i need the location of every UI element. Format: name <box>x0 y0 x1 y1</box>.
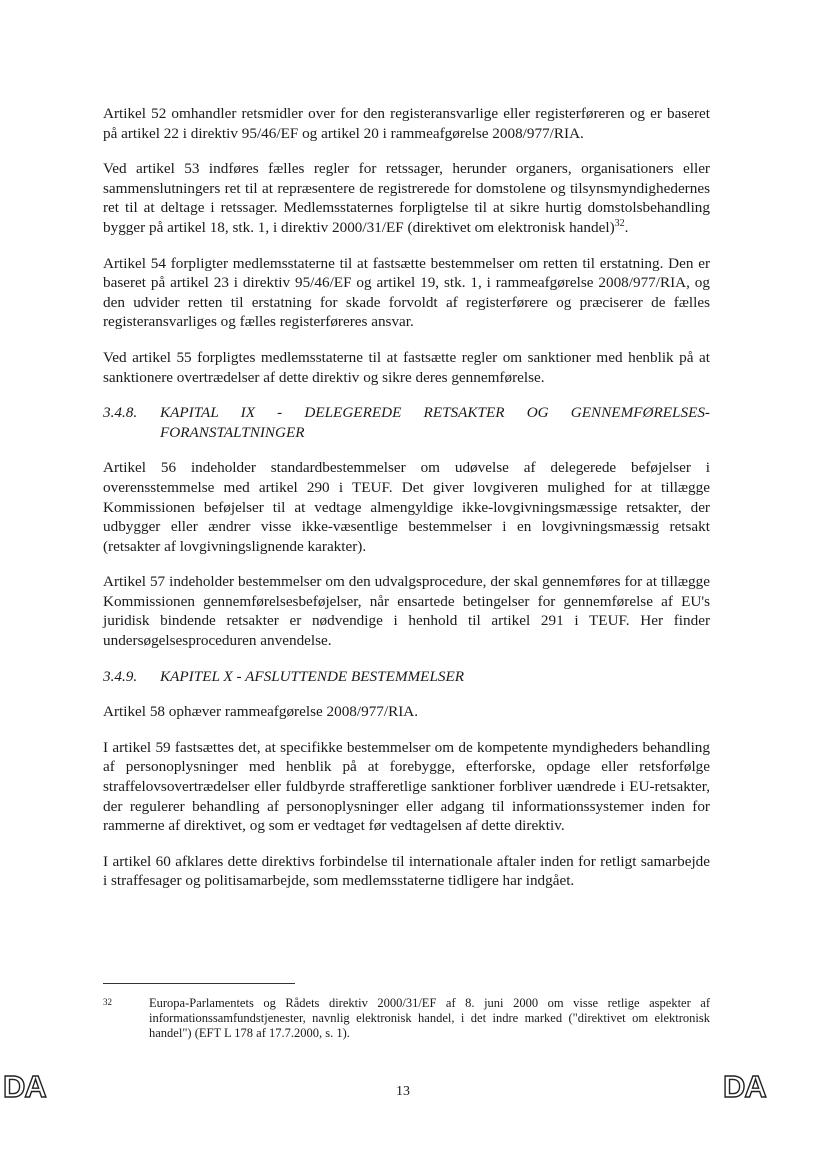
paragraph-article-53 <box>103 159 710 237</box>
language-code-right: DA <box>723 1069 766 1104</box>
paragraph-article-56: Artikel 56 indeholder standardbestemmelser om udøvelse af delegerede beføjelser i overensstemmelse med artikel 290 i TEUF. Det giver lovgiveren mulighed for at tillægge Kommissionen beføjelser til at vedtage almengyldige ikke-lovgivningsmæssige retsakter, der udbygger eller ændrer visse ikke-væsentlige bestemmelser i en lovgivningsmæssig retsakt (retsakter af lovgivningslignende karakter). <box>103 459 710 555</box>
section-heading-3-4-9 <box>103 667 710 687</box>
paragraph-article-57: Artikel 57 indeholder bestemmelser om den udvalgsprocedure, der skal gennemføres for at tillægge Kommissionen gennemførelsesbeføjelser, når ensartede betingelser for gennemførelse af EU's juridisk bindende retsakter er nødvendige i henhold til artikel 291 i TEUF. Her finder undersøgelsesproceduren anvendelse. <box>103 573 710 650</box>
paragraph-article-53-text: Ved artikel 53 indføres fælles regler for retssager, herunder organers, organisationers eller sammenslutningers ret til at repræsentere de registrerede for domstolene og tilsynsmyndighedernes ret til at deltage i retssager. Medlemsstaternes forpligtelse til at sikre hurtig domstolsbehandling bygger på artikel 18, stk. 1, i direktiv 2000/31/EF (direktivet om elektronisk handel) <box>103 160 710 236</box>
paragraph-article-53-end: . <box>624 218 629 236</box>
paragraph-article-60: I artikel 60 afklares dette direktivs forbindelse til internationale aftaler inden for retligt samarbejde i straffesager og politisamarbejde, som medlemsstaterne tidligere har indgået. <box>103 852 710 890</box>
footnote-number: 32 <box>103 997 112 1007</box>
document-body <box>103 104 710 907</box>
footnote-divider <box>103 983 295 984</box>
language-code-left: DA <box>3 1069 46 1104</box>
paragraph-article-58: Artikel 58 ophæver rammeafgørelse 2008/977/RIA. <box>103 703 419 721</box>
page-number: 13 <box>396 1084 410 1099</box>
footnote-text: Europa-Parlamentets og Rådets direktiv 2000/31/EF af 8. juni 2000 om visse retlige aspekter af informationssamfundstjenester, navnlig elektronisk handel, i det indre marked ("direktivet om elektronisk handel") (EFT L 178 af 17.7.2000, s. 1). <box>149 996 710 1041</box>
section-number: 3.4.8. <box>103 404 138 422</box>
footnote <box>103 996 710 1042</box>
footnote-reference[interactable]: 32 <box>614 217 625 229</box>
paragraph-article-54: Artikel 54 forpligter medlemsstaterne til at fastsætte bestemmelser om retten til erstatning. Den er baseret på artikel 23 i direktiv 95/46/EF og artikel 19, stk. 1, i rammeafgørelse 2008/977/RIA, og den udvider retten til erstatning for skade forvoldt af registerførere og præciserer de fælles registeransvarliges og fælles registerføreres ansvar. <box>103 254 710 331</box>
section-title: KAPITEL X - AFSLUTTENDE BESTEMMELSER <box>160 667 465 685</box>
section-title: KAPITAL IX - DELEGEREDE RETSAKTER OG GENNEMFØRELSES-FORANSTALTNINGER <box>160 404 710 441</box>
section-heading-3-4-8 <box>103 403 710 442</box>
paragraph-article-59: I artikel 59 fastsættes det, at specifikke bestemmelser om de kompetente myndigheders behandling af personoplysninger med henblik på at forebygge, efterforske, opdage eller retsforfølge straffelovsovertrædelser eller fuldbyrde strafferetlige sanktioner forbliver uændrede i EU-retsakter, der regulerer behandling af personoplysninger eller adgang til informationssystemer inden for rammerne af direktivet, og som er vedtaget før vedtagelsen af dette direktiv. <box>103 738 710 835</box>
section-number: 3.4.9. <box>103 667 138 685</box>
paragraph-article-52: Artikel 52 omhandler retsmidler over for den registeransvarlige eller registerføreren og er baseret på artikel 22 i direktiv 95/46/EF og artikel 20 i rammeafgørelse 2008/977/RIA. <box>103 105 710 142</box>
paragraph-article-55: Ved artikel 55 forpligtes medlemsstaterne til at fastsætte regler om sanktioner med henblik på at sanktionere overtrædelser af dette direktiv og sikre deres gennemførelse. <box>103 348 710 386</box>
